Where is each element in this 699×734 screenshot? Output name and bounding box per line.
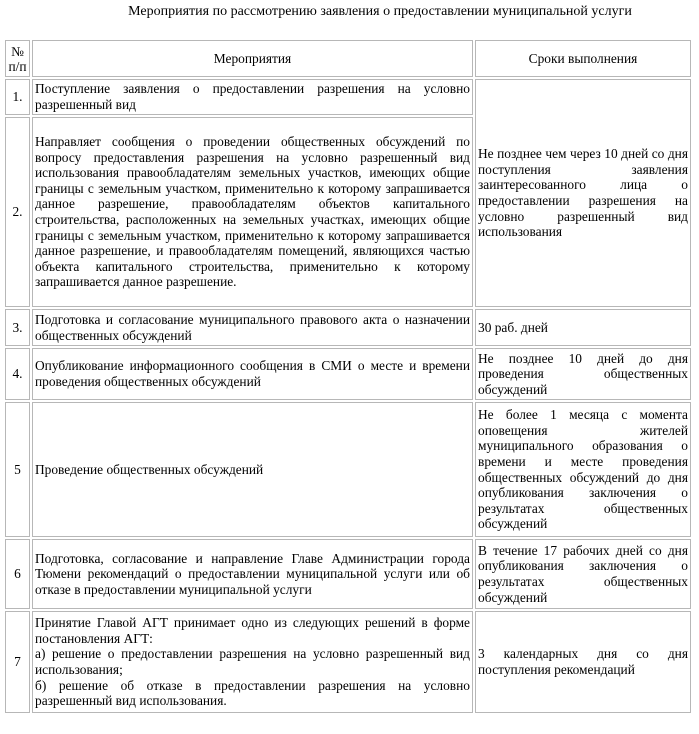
task-line: Принятие Главой АГТ принимает одно из следующих решений в форме постановления АГТ:: [35, 615, 470, 646]
table-row: [5, 348, 691, 400]
table-row: [5, 402, 691, 537]
task-line: а) решение о предоставлении разрешения на условно разрешенный вид использования;: [35, 646, 470, 677]
table-row: [5, 309, 691, 346]
row-task: Поступление заявления о предоставлении разрешения на условно разрешенный вид: [32, 79, 473, 115]
header-number-line2: п/п: [8, 58, 27, 74]
row-number: 6: [5, 539, 30, 609]
row-number: 4.: [5, 348, 30, 400]
row-term-merged: Не позднее чем через 10 дней со дня поступления заявления заинтересованного лица о предоставлении разрешения на условно разрешенный вид использования: [475, 79, 691, 307]
row-number: 1.: [5, 79, 30, 115]
row-number: 3.: [5, 309, 30, 346]
header-term: Сроки выполнения: [475, 40, 691, 77]
task-line: б) решение об отказе в предоставлении разрешения на условно разрешенный вид использования.: [35, 677, 470, 709]
row-number: 5: [5, 402, 30, 537]
page-title: Мероприятия по рассмотрению заявления о предоставлении муниципальной услуги: [128, 4, 632, 19]
row-number: 7: [5, 611, 30, 713]
header-number: [5, 40, 30, 77]
table-row: [5, 611, 691, 713]
row-task: Направляет сообщения о проведении общественных обсуждений по вопросу предоставления разрешения на условно разрешенный вид использования правообладателям земельных участков, имеющих общие границы с земельным участком, применительно к которому запрашивается данное разрешение, правообладателям объектов капитального строительства, расположенных на земельных участках, имеющих общие границы с земельным участком, применительно к которому запрашивается данное разрешение, и правообладателям помещений, являющихся частью объекта капитального строительства, применительно к которому запрашивается данное разрешение.: [32, 117, 473, 307]
table-header-row: [5, 40, 691, 77]
row-term: Не более 1 месяца с момента оповещения жителей муниципального образования о времени и месте проведения общественных обсуждений до дня опубликования заключения о результатах общественных обсуждений: [475, 402, 691, 537]
row-task: Проведение общественных обсуждений: [32, 402, 473, 537]
row-task: Подготовка, согласование и направление Главе Администрации города Тюмени рекомендаций о предоставлении муниципальной услуги или об отказе в предоставлении муниципальной услуги: [32, 539, 473, 609]
row-task: Опубликование информационного сообщения в СМИ о месте и времени проведения общественных обсуждений: [32, 348, 473, 400]
header-task: Мероприятия: [32, 40, 473, 77]
measures-table: [3, 38, 693, 715]
header-number-line1: №: [11, 43, 24, 59]
row-term: 3 календарных дня со дня поступления рекомендаций: [475, 611, 691, 713]
row-term: Не позднее 10 дней до дня проведения общественных обсуждений: [475, 348, 691, 400]
row-term: В течение 17 рабочих дней со дня опубликования заключения о результатах общественных обсуждений: [475, 539, 691, 609]
table-row: [5, 79, 691, 115]
table-row: [5, 539, 691, 609]
row-term: 30 раб. дней: [475, 309, 691, 346]
row-task: [32, 611, 473, 713]
row-number: 2.: [5, 117, 30, 307]
row-task: Подготовка и согласование муниципального правового акта о назначении общественных обсуждений: [32, 309, 473, 346]
